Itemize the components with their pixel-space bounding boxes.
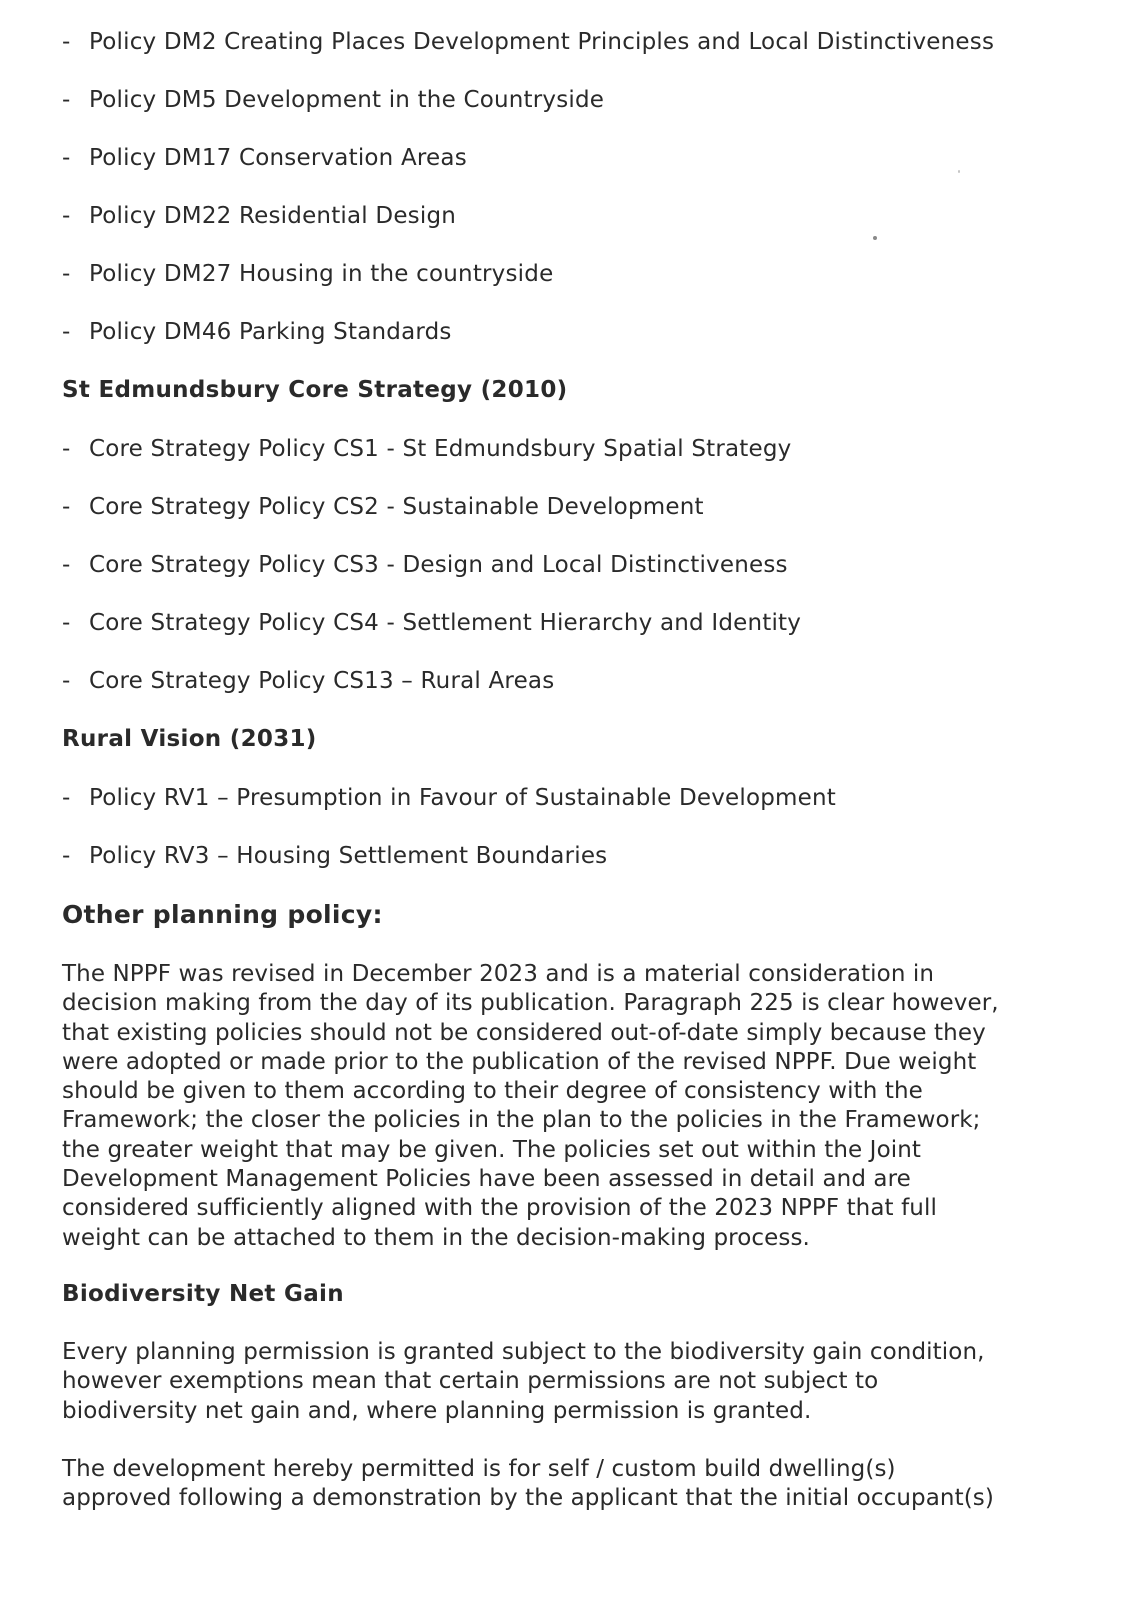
bng-paragraph-1 [62,1338,1072,1426]
list-item-text: Core Strategy Policy CS13 – Rural Areas [89,668,555,694]
bng-paragraph-2 [62,1455,1072,1514]
list-item-text: Policy DM27 Housing in the countryside [89,261,554,287]
list-item: - Policy DM22 Residential Design [62,203,457,229]
paragraph-line: that existing policies should not be considered out-of-date simply because they [62,1019,986,1046]
list-item: - Core Strategy Policy CS2 - Sustainable Development [62,494,704,520]
paragraph-line: Framework; the closer the policies in the plan to the policies in the Framework; [62,1107,981,1134]
paragraph-line: approved following a demonstration by the applicant that the initial occupant(s) [62,1485,994,1512]
paragraph-line: biodiversity net gain and, where planning permission is granted. [62,1397,812,1424]
paragraph-line: Every planning permission is granted subject to the biodiversity gain condition, [62,1339,985,1365]
list-item: - Policy RV3 – Housing Settlement Boundaries [62,843,608,869]
list-item-text: Policy DM5 Development in the Countryside [89,87,605,113]
list-item-text: Core Strategy Policy CS1 - St Edmundsbury Spatial Strategy [89,436,792,462]
core-strategy-heading: St Edmundsbury Core Strategy (2010) [62,377,568,403]
list-item: - Core Strategy Policy CS4 - Settlement Hierarchy and Identity [62,610,802,636]
list-item-text: Core Strategy Policy CS3 - Design and Local Distinctiveness [89,552,788,578]
paragraph-line: the greater weight that may be given. The policies set out within the Joint [62,1136,922,1163]
list-item: - Policy DM17 Conservation Areas [62,145,467,171]
list-item: - Core Strategy Policy CS13 – Rural Areas [62,668,555,694]
paragraph-line: The development hereby permitted is for self / custom build dwelling(s) [62,1456,896,1482]
list-item-text: Policy DM2 Creating Places Development Principles and Local Distinctiveness [89,29,995,55]
paragraph-line: decision making from the day of its publication. Paragraph 225 is clear however, [62,990,999,1017]
paragraph-line: were adopted or made prior to the publication of the revised NPPF. Due weight [62,1048,977,1075]
scan-speck [873,236,877,240]
list-item-text: Policy DM46 Parking Standards [89,319,452,345]
list-item-text: Core Strategy Policy CS4 - Settlement Hierarchy and Identity [89,610,802,636]
paragraph-line: weight can be attached to them in the decision-making process. [62,1224,810,1251]
paragraph-line: The NPPF was revised in December 2023 and is a material consideration in [62,961,935,987]
bng-heading: Biodiversity Net Gain [62,1281,344,1307]
paragraph-line: should be given to them according to their degree of consistency with the [62,1078,923,1105]
other-policy-heading: Other planning policy: [62,900,383,929]
other-policy-paragraph [62,960,1072,1253]
paragraph-line: considered sufficiently aligned with the provision of the 2023 NPPF that full [62,1195,937,1222]
paragraph-line: Development Management Policies have been assessed in detail and are [62,1166,911,1193]
list-item-text: Core Strategy Policy CS2 - Sustainable Development [89,494,704,520]
list-item-text: Policy RV3 – Housing Settlement Boundaries [89,843,608,869]
list-item: - Policy RV1 – Presumption in Favour of Sustainable Development [62,785,836,811]
list-item: - Policy DM5 Development in the Countryside [62,87,605,113]
rural-vision-heading: Rural Vision (2031) [62,726,317,752]
list-item: - Core Strategy Policy CS3 - Design and Local Distinctiveness [62,552,788,578]
list-item-text: Policy DM22 Residential Design [89,203,457,229]
list-item: - Core Strategy Policy CS1 - St Edmundsbury Spatial Strategy [62,436,792,462]
list-item: - Policy DM27 Housing in the countryside [62,261,554,287]
scan-speck [958,170,960,173]
paragraph-line: however exemptions mean that certain permissions are not subject to [62,1368,879,1395]
list-item: - Policy DM2 Creating Places Development Principles and Local Distinctiveness [62,29,995,55]
list-item-text: Policy RV1 – Presumption in Favour of Sustainable Development [89,785,836,811]
list-item: - Policy DM46 Parking Standards [62,319,452,345]
list-item-text: Policy DM17 Conservation Areas [89,145,467,171]
